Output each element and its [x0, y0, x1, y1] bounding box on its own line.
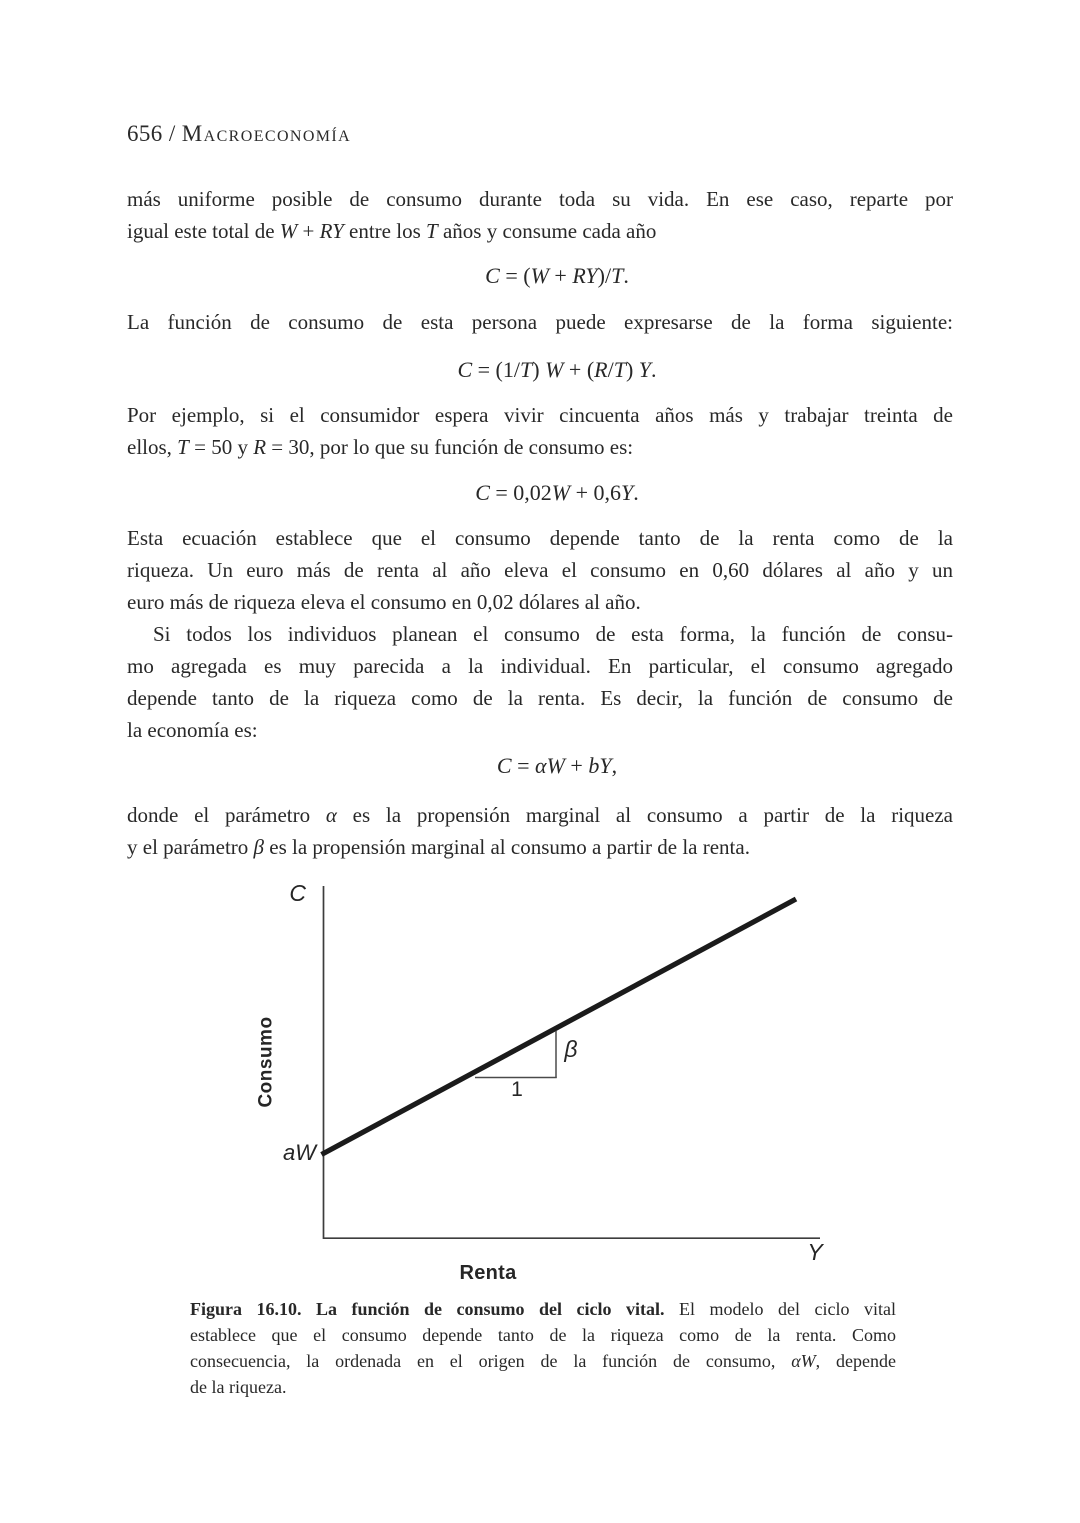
text-segment: , depende — [815, 1351, 896, 1371]
text-segment: T — [426, 219, 438, 243]
text-segment: años y consume cada año — [437, 219, 657, 243]
text-segment: W — [551, 480, 571, 505]
slope-label: β — [564, 1036, 578, 1062]
text-segment: = 0,02 — [489, 480, 552, 505]
text-segment: T — [613, 357, 626, 382]
text-segment: + 0,6 — [570, 480, 622, 505]
intercept-label: aW — [283, 1140, 316, 1165]
text-segment: depende tanto de la riqueza como de la renta. Es decir, la función de consumo de — [127, 686, 953, 710]
text-segment: )/ — [597, 263, 612, 288]
text-segment: C — [475, 480, 490, 505]
text-segment: R — [253, 435, 267, 459]
text-segment: β — [253, 835, 264, 859]
text-segment: R — [594, 357, 608, 382]
text-segment: RY — [572, 263, 598, 288]
text-segment: = 50 y — [188, 435, 254, 459]
text-segment: = (1/ — [472, 357, 520, 382]
slope-run-label: 1 — [511, 1078, 523, 1101]
text-segment: riqueza. Un euro más de renta al año eleva el consumo en 0,60 dólares al año y un — [127, 558, 953, 582]
y-axis-symbol-label: C — [289, 880, 306, 906]
text-segment: donde el parámetro — [127, 803, 326, 827]
text-segment: ellos, — [127, 435, 178, 459]
text-segment: W — [279, 219, 298, 243]
text-segment: + — [297, 219, 320, 243]
text-segment: + ( — [563, 357, 595, 382]
text-segment: la economía es: — [127, 718, 258, 742]
text-segment: α — [325, 803, 337, 827]
text-segment: T — [611, 263, 624, 288]
text-segment: . — [623, 263, 629, 288]
text-segment: C — [457, 357, 473, 382]
consumption-line — [322, 899, 797, 1155]
text-segment: , — [611, 753, 618, 778]
figure-caption — [190, 1296, 896, 1400]
text-segment: T — [520, 357, 533, 382]
text-segment: consecuencia, la ordenada en el origen de la función de consumo, — [190, 1351, 792, 1371]
text-segment: es la propensión marginal al consumo a partir de la riqueza — [336, 803, 954, 827]
caption-line — [190, 1374, 896, 1400]
text-segment: euro más de riqueza eleva el consumo en 0,02 dólares al año. — [127, 590, 641, 614]
text-segment: ) — [532, 357, 546, 382]
text-segment: Y — [621, 480, 634, 505]
text-segment: αW — [791, 1351, 816, 1371]
text-segment: C — [485, 263, 500, 288]
text-segment: αW — [535, 753, 565, 778]
text-segment: T — [177, 435, 189, 459]
text-segment: . — [651, 357, 657, 382]
text-segment: Esta ecuación establece que el consumo depende tanto de la renta como de la — [127, 526, 953, 550]
x-axis-title: Renta — [459, 1262, 517, 1284]
text-segment: 656 / — [127, 121, 182, 146]
text-segment: / — [607, 357, 614, 382]
y-axis-title: Consumo — [255, 1016, 277, 1108]
text-segment: más uniforme posible de consumo durante toda su vida. En ese caso, reparte por — [127, 187, 953, 211]
text-segment: . — [633, 480, 639, 505]
text-segment: mo agregada es muy parecida a la individual. En particular, el consumo agregado — [127, 654, 953, 678]
x-axis-symbol-label: Y — [807, 1239, 823, 1265]
caption-line — [190, 1322, 896, 1348]
text-segment: Macroeconomía — [181, 121, 352, 146]
text-segment: = ( — [499, 263, 531, 288]
caption-line — [190, 1296, 896, 1322]
text-segment: W — [545, 357, 564, 382]
text-segment: Y — [638, 357, 652, 382]
text-segment: Si todos los individuos planean el consumo de esta forma, la función de consu- — [153, 622, 953, 646]
text-segment: + — [548, 263, 573, 288]
text-segment: entre los — [343, 219, 427, 243]
text-segment: bY — [588, 753, 612, 778]
text-segment: + — [564, 753, 589, 778]
text-segment: El modelo del ciclo vital — [664, 1299, 896, 1319]
text-segment: W — [530, 263, 549, 288]
text-segment: = 30, por lo que su función de consumo es: — [266, 435, 634, 459]
text-segment: C — [496, 753, 512, 778]
text-segment: es la propensión marginal al consumo a partir de la renta. — [264, 835, 750, 859]
text-segment: de la riqueza. — [190, 1377, 287, 1397]
text-segment: Figura 16.10. La función de consumo del ciclo vital. — [190, 1299, 665, 1319]
text-segment: RY — [319, 219, 344, 243]
text-segment: Por ejemplo, si el consumidor espera vivir cincuenta años más y trabajar treinta de — [127, 403, 953, 427]
text-segment: La función de consumo de esta persona puede expresarse de la forma siguiente: — [127, 310, 953, 334]
text-segment: establece que el consumo depende tanto de la riqueza como de la renta. Como — [190, 1325, 896, 1345]
caption-line — [190, 1348, 896, 1374]
text-segment: y el parámetro — [127, 835, 254, 859]
text-segment: igual este total de — [127, 219, 280, 243]
text-segment: ) — [625, 357, 639, 382]
text-segment: = — [511, 753, 536, 778]
